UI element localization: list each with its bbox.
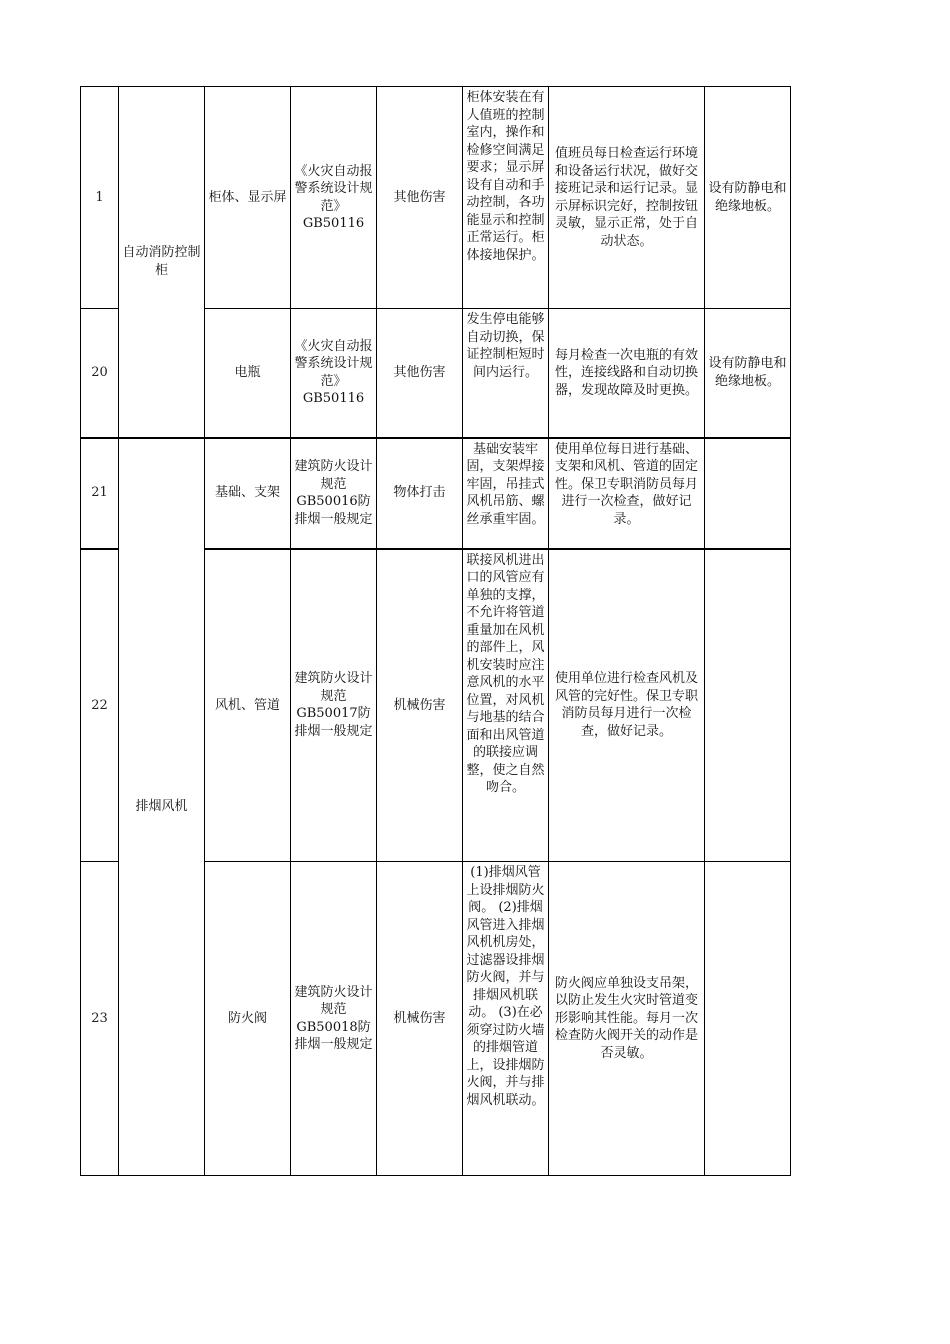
hazard-cell: 物体打击: [377, 438, 463, 549]
hazard-cell: 机械伤害: [377, 862, 463, 1176]
inspection-cell: 每月检查一次电瓶的有效性，连接线路和自动切换器，发现故障及时更换。: [549, 309, 705, 438]
inspection-cell: 使用单位每日进行基础、支架和风机、管道的固定性。保卫专职消防员每月进行一次检查，做好记录。: [549, 438, 705, 549]
measure-cell: [705, 549, 791, 862]
part-cell: 电瓶: [205, 309, 291, 438]
standard-cell: 建筑防火设计规范GB50017防排烟一般规定: [291, 549, 377, 862]
requirement-cell: 发生停电能够自动切换，保证控制柜短时间内运行。: [463, 309, 549, 438]
table-row: [81, 87, 791, 309]
measure-cell: 设有防静电和绝缘地板。: [705, 309, 791, 438]
measure-cell: [705, 438, 791, 549]
safety-inspection-table: [80, 86, 791, 1176]
table-row: [81, 438, 791, 549]
equipment-cell: 自动消防控制柜: [119, 87, 205, 438]
inspection-cell: 使用单位进行检查风机及风管的完好性。保卫专职消防员每月进行一次检查，做好记录。: [549, 549, 705, 862]
part-cell: 基础、支架: [205, 438, 291, 549]
part-cell: 防火阀: [205, 862, 291, 1176]
standard-cell: 《火灾自动报警系统设计规范》GB50116: [291, 87, 377, 309]
requirement-cell: 基础安装牢固，支架焊接牢固，吊挂式风机吊筋、螺丝承重牢固。: [463, 438, 549, 549]
row-number: 21: [81, 438, 119, 549]
equipment-cell: 排烟风机: [119, 438, 205, 1176]
row-number: 1: [81, 87, 119, 309]
hazard-cell: 其他伤害: [377, 309, 463, 438]
row-number: 20: [81, 309, 119, 438]
inspection-cell: 值班员每日检查运行环境和设备运行状况，做好交接班记录和运行记录。显示屏标识完好，控制按钮灵敏，显示正常，处于自动状态。: [549, 87, 705, 309]
row-number: 22: [81, 549, 119, 862]
part-cell: 风机、管道: [205, 549, 291, 862]
hazard-cell: 其他伤害: [377, 87, 463, 309]
row-number: 23: [81, 862, 119, 1176]
hazard-cell: 机械伤害: [377, 549, 463, 862]
requirement-cell: 联接风机进出口的风管应有单独的支撑，不允许将管道重量加在风机的部件上，风机安装时应注意风机的水平位置，对风机与地基的结合面和出风管道的联接应调整，使之自然吻合。: [463, 549, 549, 862]
standard-cell: 《火灾自动报警系统设计规范》GB50116: [291, 309, 377, 438]
inspection-cell: 防火阀应单独设支吊架，以防止发生火灾时管道变形影响其性能。每月一次检查防火阀开关的动作是否灵敏。: [549, 862, 705, 1176]
requirement-cell: (1)排烟风管上设排烟防火阀。 (2)排烟风管进入排烟风机机房处，过滤器设排烟防火阀，并与排烟风机联动。 (3)在必须穿过防火墙的排烟管道上，设排烟防火阀，并与排烟风机联动。: [463, 862, 549, 1176]
measure-cell: 设有防静电和绝缘地板。: [705, 87, 791, 309]
measure-cell: [705, 862, 791, 1176]
standard-cell: 建筑防火设计规范GB50018防排烟一般规定: [291, 862, 377, 1176]
standard-cell: 建筑防火设计规范GB50016防排烟一般规定: [291, 438, 377, 549]
requirement-cell: 柜体安装在有人值班的控制室内，操作和检修空间满足要求；显示屏设有自动和手动控制，各功能显示和控制正常运行。柜体接地保护。: [463, 87, 549, 309]
part-cell: 柜体、显示屏: [205, 87, 291, 309]
